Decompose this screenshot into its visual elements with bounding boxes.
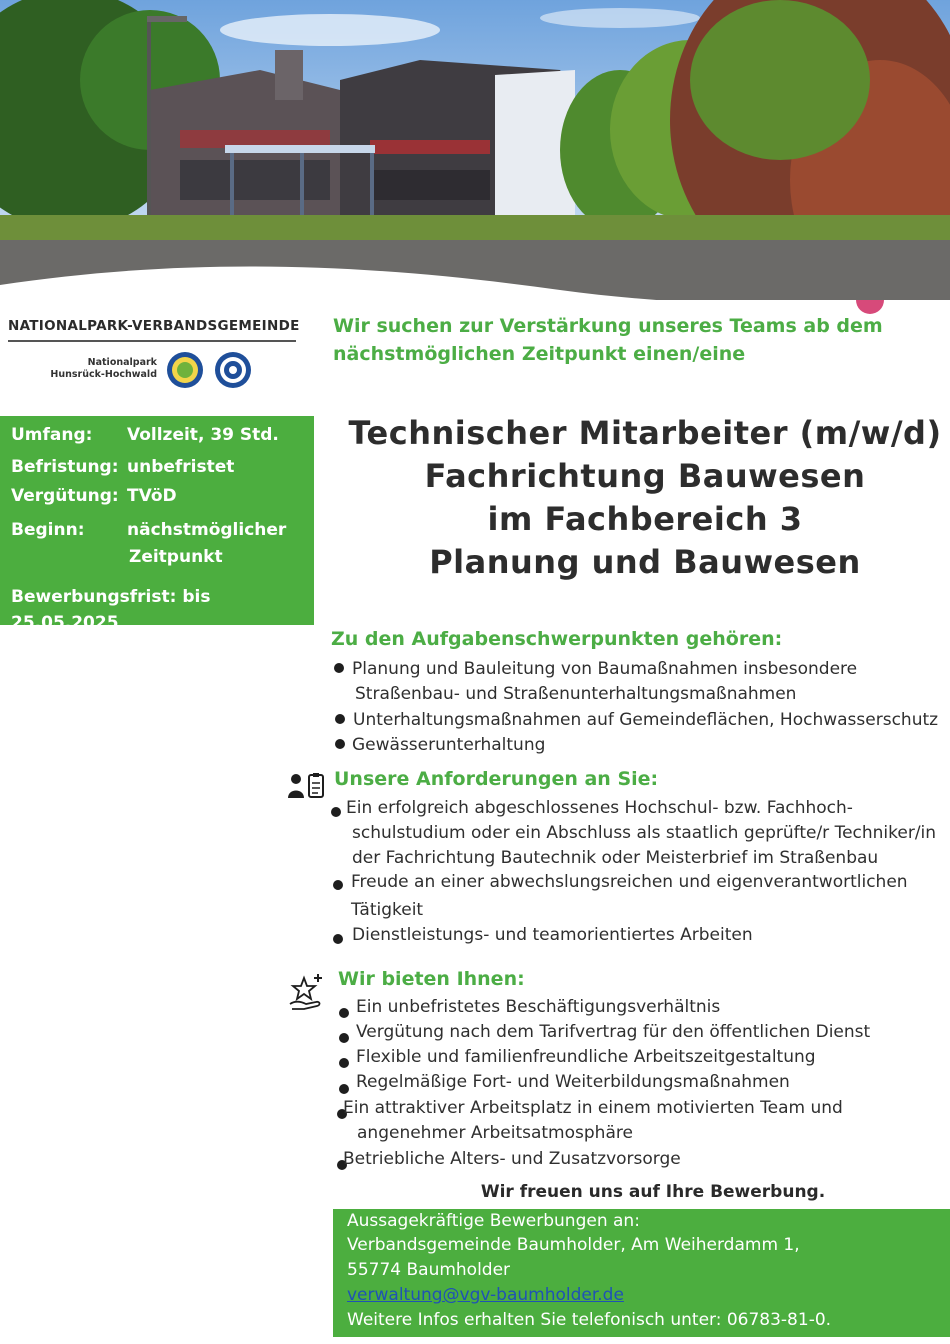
job-title-line2: Fachrichtung Bauwesen (424, 457, 866, 495)
befristung-value: unbefristet (127, 457, 235, 477)
bullet-icon (334, 663, 344, 673)
bullet-icon (331, 807, 341, 817)
requirements-heading: Unsere Anforderungen an Sie: (334, 768, 659, 790)
job-title-line1: Technischer Mitarbeiter (m/w/d) (348, 414, 942, 452)
benefit-item-5-line2: angenehmer Arbeitsatmosphäre (357, 1123, 633, 1143)
closing-thanks: Wir freuen uns auf Ihre Bewerbung. (480, 1182, 826, 1202)
tasks-heading: Zu den Aufgabenschwerpunkten gehören: (331, 628, 783, 650)
umfang-label: Umfang: (11, 425, 93, 445)
hand-star-icon (288, 972, 326, 1012)
bullet-icon (333, 934, 343, 944)
requirement-item-1-line3: der Fachrichtung Bautechnik oder Meisterbrief im Straßenbau (352, 848, 879, 868)
contact-box (333, 1209, 950, 1337)
befristung-label: Befristung: (11, 457, 119, 477)
benefit-item-6: Betriebliche Alters- und Zusatzvorsorge (343, 1149, 681, 1169)
task-item-2: Unterhaltungsmaßnahmen auf Gemeindeflächen, Hochwasserschutz (353, 710, 939, 730)
umfang-value: Vollzeit, 39 Std. (127, 425, 279, 445)
benefits-heading: Wir bieten Ihnen: (338, 968, 525, 990)
intro-text (333, 312, 913, 368)
benefit-item-5-line1: Ein attraktiver Arbeitsplatz in einem motivierten Team und (343, 1098, 843, 1118)
email-link[interactable]: verwaltung@vgv-baumholder.de (347, 1285, 624, 1305)
requirement-item-1-line1: Ein erfolgreich abgeschlossenes Hochschul- bzw. Fachhoch- (346, 798, 853, 818)
benefit-item-4: Regelmäßige Fort- und Weiterbildungsmaßnahmen (356, 1072, 790, 1092)
bullet-icon (339, 1008, 349, 1018)
job-info-box (0, 416, 314, 633)
contact-line1: Aussagekräftige Bewerbungen an: (347, 1211, 640, 1231)
task-item-1 (352, 657, 857, 707)
benefit-item-5 (343, 1096, 843, 1146)
requirement-item-2-line2: Tätigkeit (351, 900, 424, 920)
beginn-value-line1: nächstmöglicher (127, 520, 287, 540)
job-title-line3: im Fachbereich 3 (487, 500, 803, 538)
bullet-icon (339, 1033, 349, 1043)
job-title (340, 412, 950, 584)
bullet-icon (339, 1058, 349, 1068)
hero-photo-town-hall (0, 0, 950, 350)
requirement-item-3: Dienstleistungs- und teamorientiertes Arbeiten (352, 925, 753, 945)
requirement-item-1 (346, 796, 936, 871)
bullet-icon (339, 1084, 349, 1094)
park-name-line2: Hunsrück-Hochwald (50, 369, 157, 380)
benefit-item-2: Vergütung nach dem Tarifvertrag für den öffentlichen Dienst (356, 1022, 871, 1042)
job-title-line4: Planung und Bauwesen (429, 543, 861, 581)
contact-line2: Verbandsgemeinde Baumholder, Am Weiherdamm 1, (347, 1235, 800, 1255)
application-deadline: Bewerbungsfrist: bis 25.05.2025 (11, 587, 211, 633)
task-item-1-line1: Planung und Bauleitung von Baumaßnahmen insbesondere (352, 659, 858, 679)
nationalpark-logo (166, 351, 204, 389)
org-name: NATIONALPARK-VERBANDSGEMEINDE (8, 318, 300, 334)
bullet-icon (335, 739, 345, 749)
person-checklist-icon (287, 772, 327, 800)
task-item-1-line2: Straßenbau- und Straßenunterhaltungsmaßnahmen (355, 684, 797, 704)
beginn-value-line2: Zeitpunkt (129, 547, 223, 567)
contact-line3: 55774 Baumholder (347, 1260, 511, 1280)
bullet-icon (335, 714, 345, 724)
bullet-icon (333, 880, 343, 890)
requirement-item-2-line1: Freude an einer abwechslungsreichen und eigenverantwortlichen (351, 872, 908, 892)
benefit-item-3: Flexible und familienfreundliche Arbeitszeitgestaltung (356, 1047, 816, 1067)
divider (8, 340, 296, 342)
task-item-3: Gewässerunterhaltung (352, 735, 546, 755)
phone-line: Weitere Infos erhalten Sie telefonisch unter: 06783-81-0. (347, 1310, 832, 1330)
verguetung-label: Vergütung: (11, 486, 119, 506)
park-emblem-logo (214, 351, 252, 389)
benefit-item-1: Ein unbefristetes Beschäftigungsverhältnis (356, 997, 721, 1017)
requirement-item-2 (351, 870, 908, 923)
requirement-item-1-line2: schulstudium oder ein Abschluss als staatlich geprüfte/r Techniker/in (352, 823, 937, 843)
park-name-line1: Nationalpark (87, 357, 157, 368)
intro-line1: Wir suchen zur Verstärkung unseres Teams ab dem (333, 315, 883, 337)
intro-line2: nächstmöglichen Zeitpunkt einen/eine (333, 343, 746, 365)
park-name (30, 357, 157, 381)
beginn-label: Beginn: (11, 520, 85, 540)
verguetung-value: TVöD (127, 486, 177, 506)
